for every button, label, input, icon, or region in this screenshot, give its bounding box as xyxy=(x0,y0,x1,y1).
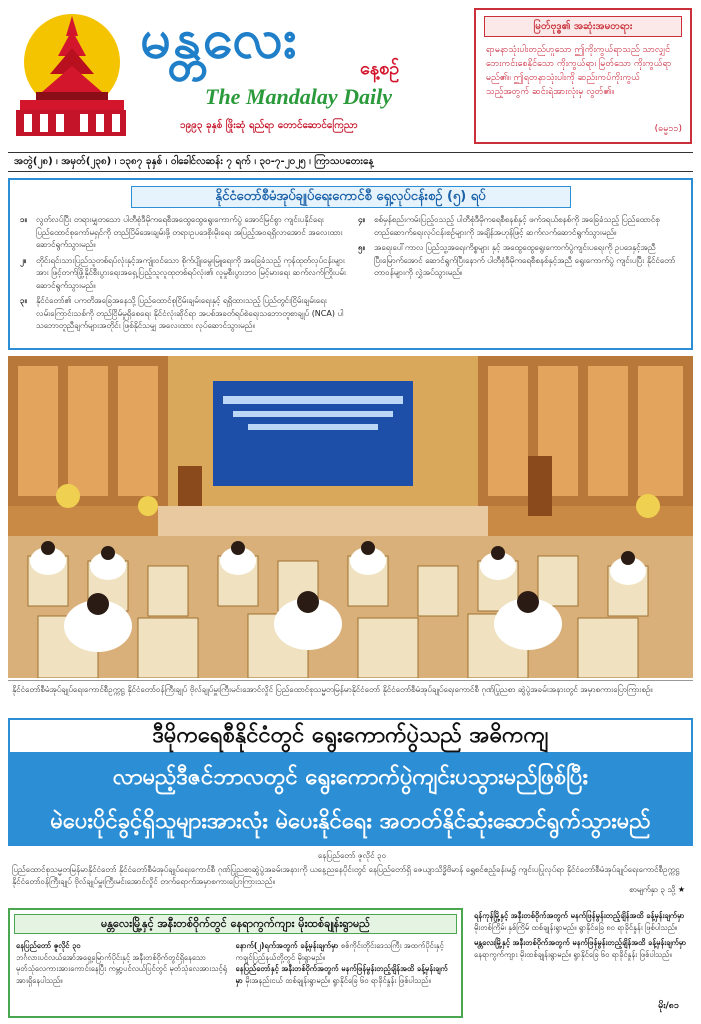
conference-hall-photo xyxy=(8,356,693,678)
weather-col-1 xyxy=(16,940,236,986)
newspaper-english-title: The Mandalay Daily xyxy=(205,84,392,109)
weather-dateline: နေပြည်တော် ဇူလိုင် ၃၀ xyxy=(16,941,81,950)
quote-text: ရာမနာသုံးပါးတည်ဟူသော ဤကိုးကွယ်ရာသည် သာလျှင် ဘေးကင်းစေနိုင်သော ကိုးကွယ်ရာ၊ မြတ်သော ကိုးကွယ်ရာမည်၏။ ဤရတနာသုံးပါးကို ဆည်းကပ်ကိုးကွယ်သည့်အတွက် ဆင်းရဲအားလုံးမှ လွတ်၏။ xyxy=(486,45,672,97)
yangon-forecast: ရန်ကုန်မြို့နှင့် အနီးတစ်ဝိုက်အတွက် မနက်ဖြန်မွန်းတည့်ချိန်အထိ ခန့်မှန်းချက်မှာ မိုးတစ်ကြိမ်၊ နှစ်ကြိမ် ထစ်ချုန်းရွာမည်။ ရွာနိုင်ခြေ ၈၀ ရာခိုင်နှုန်း ဖြစ်ပါသည်။ xyxy=(474,911,685,932)
weather-box xyxy=(8,908,463,1018)
quote-heading: မြတ်ဗုဒ္ဓ၏ အဆုံးအမတရား xyxy=(484,16,682,37)
five-point-roadmap-box xyxy=(8,178,693,350)
newspaper-title: မန္တလေး xyxy=(140,6,299,70)
roadmap-point: ၁။ လွတ်လပ်ပြီး တရားမျှတသော ပါတီစုံဒီမိုကရေစီအထွေထွေရွေးကောက်ပွဲ အောင်မြင်စွာ ကျင်းပနိုင်ရေး ပြည်ထောင်စုကော်မရှင်ကို တည်ပြိမ်အေးချမ်းဖို့ တရားဥပဒေစိုးမိုးရေး အပြည့်အဝရရှိလာအောင် အလေးထားဆောင်ရွက်သွားမည်။ xyxy=(20,215,343,249)
roadmap-point: ၂။ တိုင်းရင်းသားပြည်သူတစ်ရပ်လုံးနှင့်အကျုံးဝင်သော စိုက်ပျိုးမွေးမြူရေးကို အခြေခံသည့် ကုန်ထုတ်လုပ်ငန်းများအား ဖြင့်တက်ဖြို့နိုင်စီးပွားရေးအရှေ့ပြည့်သူလူထုတစ်ရပ်လုံး၏ လူမှုစီးပွားဘဝ မြင့်မားရေး ဆက်လက်ကြိုးပမ်းဆောင်ရွက်သွားမည်။ xyxy=(20,255,346,290)
article-body xyxy=(12,850,692,888)
election-headline-line2: မဲပေးပိုင်ခွင့်ရှိသူများအားလုံး မဲပေးနိုင်ရေး အတတ်နိုင်ဆုံးဆောင်ရွက်သွားမည် xyxy=(50,809,651,834)
article-dateline: နေပြည်တော် ဇူလိုင် ၃၀ xyxy=(317,851,387,860)
dhamma-quote-box xyxy=(474,8,692,144)
mandalay-forecast: မန္တလေးမြို့နှင့် အနီးတစ်ဝိုက်အတွက် မနက်ဖြန်မွန်းတည့်ချိန်အထိ ခန့်မှန်းချက်မှာ နေရာကွက်ကျား မိုးထစ်ချုန်းရွာမည်။ ရွာနိုင်ခြေ ၆၀ ရာခိုင်နှုန်း ဖြစ်ပါသည်။ xyxy=(474,938,687,959)
roadmap-point: ၃။ နိုင်ငံတော်၏ ပကတိအခြေအနေသို့ ပြည်ထောင်စုငြိမ်းချမ်းရေးနှင့် ရရှိထားသည့် ပြည်တွင်းငြိမ်းချမ်းရေးလမ်းကြောင်းသစ်ကို တည်ငြိမ်မှုရှိစေရေး နိုင်ငံလုံးဆိုင်ရာ အပစ်အခတ်ရပ်စဲရေးသဘောတူစာချုပ် (NCA) ပါ သဘောတူညီချက်များအတိုင်း ဖြစ်နိုင်သမျှ အလေးထား လုပ်ဆောင်သွားမည်။ xyxy=(20,296,344,330)
weather-text-1: ဘင်္ဂလားပင်လယ်အော်အရှေ့မြောက်ပိုင်းနှင့် အနီးတစ်ဝိုက်တွင်ရှိနေသော မုတ်သုံလေကားအားကောင်းနေပြီး ကမ္ဘာ့ပင်လယ်ပြင်တွင် မုတ်သုံလေအားသင့်ရုံအားရှိနေပါသည်။ xyxy=(16,952,228,985)
masthead xyxy=(0,0,701,148)
article-lead-text: ပြည်ထောင်စုသမ္မတမြန်မာနိုင်ငံတော် နိုင်ငံတော်စီမံအုပ်ချုပ်ရေးကောင်စီ ဂုဏ်ပြုညစာဆွဲပွဲအခမ်းအနားကို ယနေ့ညနေပိုင်းတွင် နေပြည်တော်ရှိ ဇေယျာသိဒ္ဓိဗိမာန် ရွှေစင်ဧည့်ခန်းမ၌ ကျင်းပပြုလုပ်ရာ နိုင်ငံတော်စီမံအုပ်ချုပ်ရေးကောင်စီဥက္ကဋ္ဌ နိုင်ငံတော်ဝန်ကြီးချုပ် ဗိုလ်ချုပ်မှူးကြီးမင်းအောင်လှိုင် တက်ရောက်အမှာစကားပြောကြားသည်။ xyxy=(12,865,680,886)
roadmap-points-right xyxy=(358,214,686,283)
weather-forecast-cities xyxy=(470,908,693,1018)
election-headline-line1: လာမည့်ဒီဇင်ဘာလတွင် ရွေးကောက်ပွဲကျင်းပသွားမည်ဖြစ်ပြီး xyxy=(112,765,589,790)
election-main-headline xyxy=(10,754,691,844)
newspaper-daily-tag: နေ့စဉ် xyxy=(360,58,400,79)
issue-date-bar: အတွဲ(၂၈) ၊ အမှတ်(၂၃၈) ၊ ၁၃၈၇ ခုနှစ် ၊ ဝါခေါင်လဆန်း ၇ ရက် ၊ ၃၀-၇-၂၀၂၅ ၊ ကြာသပတေးနေ့ xyxy=(8,152,693,172)
newspaper-subtitle: ၁၉၉၃ ခုနှစ် ဖြိုးဆုံ ရည်ရာ တောင်ဆောင်ကြေညာ xyxy=(180,120,358,131)
roadmap-points-left xyxy=(20,214,348,336)
quote-reference: (ဓမ္မ၁၁) xyxy=(654,124,682,134)
palace-logo xyxy=(6,10,128,140)
issue-code: မိုး/၈၁ xyxy=(658,1000,679,1011)
weather-heading: မန္တလေးမြို့နှင့် အနီးတစ်ဝိုက်တွင် နေရာကွက်ကျား မိုးထစ်ချုန်းရွာမည် xyxy=(14,914,457,934)
photo-caption: နိုင်ငံတော်စီမံအုပ်ချုပ်ရေးကောင်စီဥက္ကဋ္ဌ နိုင်ငံတော်ဝန်ကြီးချုပ် ဗိုလ်ချုပ်မှူးကြီးမင်းအောင်လှိုင် ပြည်ထောင်စုသမ္မတမြန်မာနိုင်ငံတော် နိုင်ငံတော်စီမံအုပ်ချုပ်ရေးကောင်စီ ဂုဏ်ပြုညစာ ဆွဲပွဲအခမ်းအနားတွင် အမှာစကားပြောကြားစဉ်။ xyxy=(8,680,693,712)
election-headline-box xyxy=(8,718,693,846)
election-strapline: ဒီမိုကရေစီနိုင်ငံတွင် ရွေးကောက်ပွဲသည် အဓိကကျ xyxy=(10,720,691,754)
continued-link[interactable]: စာမျက်နှာ ၃ သို့ ★ xyxy=(629,885,685,894)
roadmap-title: နိုင်ငံတော်စီမံအုပ်ချုပ်ရေးကောင်စီ ရှေ့လုပ်ငန်းစဉ် (၅) ရပ် xyxy=(131,186,571,208)
weather-col-2: နောက်(၂)ရက်အတွက် ခန့်မှန်းချက်မှာ စစ်ကိုင်းတိုင်းဒေသကြီး အထက်ပိုင်းနှင့် ကချင်ပြည်နယ်တို့တွင် မိုးရွာမည်။ နေပြည်တော်နှင့် အနီးတစ်ဝိုက်အတွက် မနက်ဖြန်မွန်းတည့်ချိန်အထိ ခန့်မှန်းချက်မှာ မိုးအနည်းငယ် ထစ်ချုန်းရွာမည်။ ရွာနိုင်ခြေ ၆၀ ရာခိုင်နှုန်း ဖြစ်ပါသည်။ xyxy=(235,941,448,985)
roadmap-point: ၅။ အရေးပေါ်ကာလ ပြည်သူ့အရေးကိစ္စများ နှင့် အထွေထွေရွေးကောက်ပွဲကျင်းပရေးကို ဥပဒေနှင့်အညီ ပြီးမြောက်အောင် ဆောင်ရွက်ပြီးနောက် ပါတီစုံဒီမိုကရေစီစနစ်နှင့်အညီ ရွေးကောက်ပွဲ ကျင်းပပြီး နိုင်ငံတော်တာဝန်များကို လွှဲအပ်သွားမည်။ xyxy=(358,243,676,277)
roadmap-point: ၄။ စစ်မှန်စည်းကမ်းပြည့်ဝသည့် ပါတီစုံဒီမိုကရေစီစနစ်နှင့် ဖက်ဒရယ်စနစ်ကို အခြေခံသည့် ပြည်ထောင်စုတည်ဆောက်ရေးလုပ်ငန်းစဉ်များကို အချိန်အဟုန်ဖြင့် ဆက်လက်ဆောင်ရွက်သွားမည်။ xyxy=(358,215,660,237)
